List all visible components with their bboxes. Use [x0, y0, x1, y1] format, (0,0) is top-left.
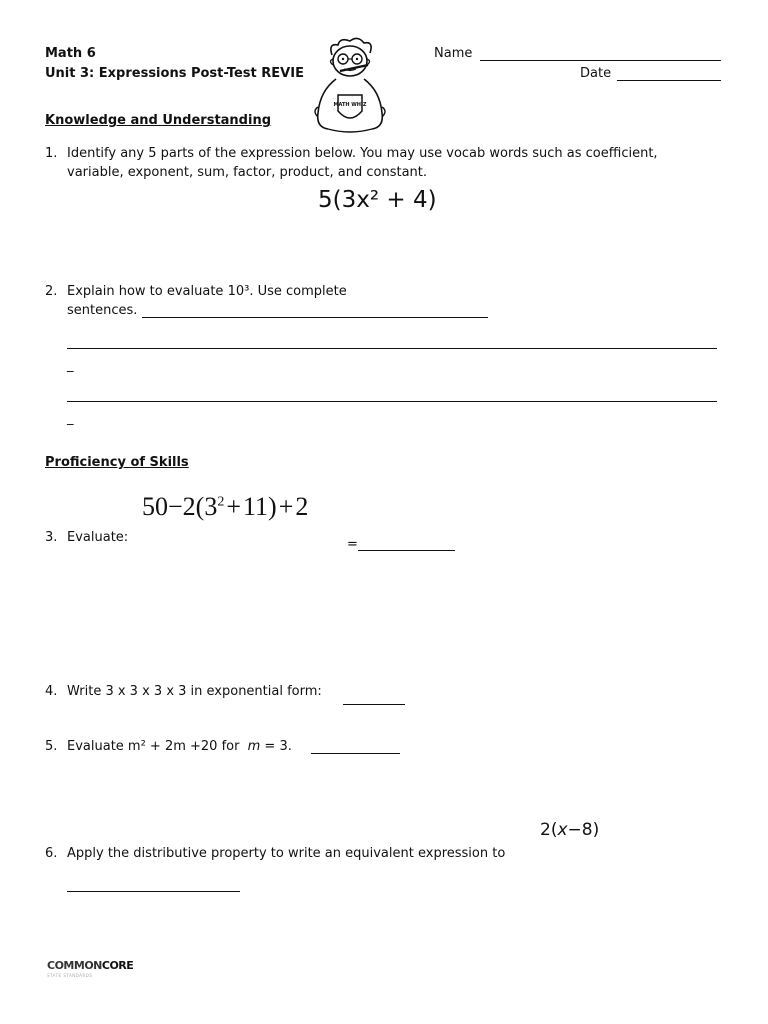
q1-line1: Identify any 5 parts of the expression below. You may use vocab words such as coefficient,	[67, 146, 658, 161]
course-title: Math 6	[45, 46, 96, 61]
q3-number: 3.	[45, 530, 58, 545]
q1-expression: 5(3x² + 4)	[318, 187, 437, 213]
q1-number: 1.	[45, 146, 58, 161]
q2-line2: sentences.	[67, 303, 138, 318]
logo-part-common: COMMON	[47, 959, 102, 972]
date-field[interactable]	[617, 80, 721, 81]
q2-trailing-mark-2: _	[67, 411, 74, 426]
q4-answer-line[interactable]	[343, 704, 405, 705]
unit-title: Unit 3: Expressions Post-Test REVIE	[45, 66, 304, 81]
q2-answer-line-1[interactable]	[142, 317, 488, 318]
q5-number: 5.	[45, 739, 58, 754]
q3-expr-exponent: 2	[217, 494, 225, 510]
q6-expression	[540, 820, 599, 840]
q3-expr-part: +	[278, 492, 294, 521]
q6-expr-part: 2(	[540, 820, 558, 840]
name-label: Name	[434, 46, 473, 61]
q5-text-part: Evaluate m² + 2m +20 for	[67, 739, 240, 754]
q6-expr-var: x	[557, 820, 568, 840]
q3-expr-part: 2(3	[182, 492, 218, 521]
q6-expr-part: −8)	[567, 820, 600, 840]
q3-expr-part: 50	[142, 492, 168, 521]
q6-number: 6.	[45, 846, 58, 861]
q6-text: Apply the distributive property to write an equivalent expression to	[67, 846, 506, 861]
common-core-logo	[47, 959, 133, 972]
q2-number: 2.	[45, 284, 58, 299]
math-whiz-mascot-icon	[310, 35, 390, 135]
name-field[interactable]	[480, 60, 721, 61]
q3-text: Evaluate:	[67, 530, 129, 545]
mascot-badge-text: MATH WHIZ	[333, 102, 367, 108]
q5-text-part: = 3.	[264, 739, 292, 754]
logo-part-core: CORE	[101, 959, 134, 972]
q2-trailing-mark-1: _	[67, 358, 74, 373]
q3-expr-part: +	[226, 492, 242, 521]
q2-line1: Explain how to evaluate 10³. Use complete	[67, 284, 347, 299]
date-label: Date	[580, 66, 612, 81]
q3-equals: =	[347, 537, 358, 552]
q5-text	[67, 737, 292, 756]
q1-line2: variable, exponent, sum, factor, product, and constant.	[67, 165, 428, 180]
q3-expr-part: 2	[295, 492, 309, 521]
q3-answer-line[interactable]	[358, 550, 455, 551]
logo-subtitle: STATE STANDARDS	[47, 973, 93, 978]
q4-number: 4.	[45, 684, 58, 699]
q3-expr-part: −	[168, 492, 183, 521]
section-heading-proficiency: Proficiency of Skills	[45, 455, 189, 470]
q3-expression	[142, 492, 308, 522]
q4-text: Write 3 x 3 x 3 x 3 in exponential form:	[67, 684, 322, 699]
q2-answer-line-3[interactable]	[67, 401, 717, 402]
q3-expr-part: 11)	[243, 492, 277, 521]
section-heading-knowledge: Knowledge and Understanding	[45, 113, 272, 128]
q2-answer-line-2[interactable]	[67, 348, 717, 349]
q5-answer-line[interactable]	[311, 753, 400, 754]
q6-answer-line[interactable]	[67, 891, 240, 892]
q5-variable: m	[247, 739, 261, 754]
